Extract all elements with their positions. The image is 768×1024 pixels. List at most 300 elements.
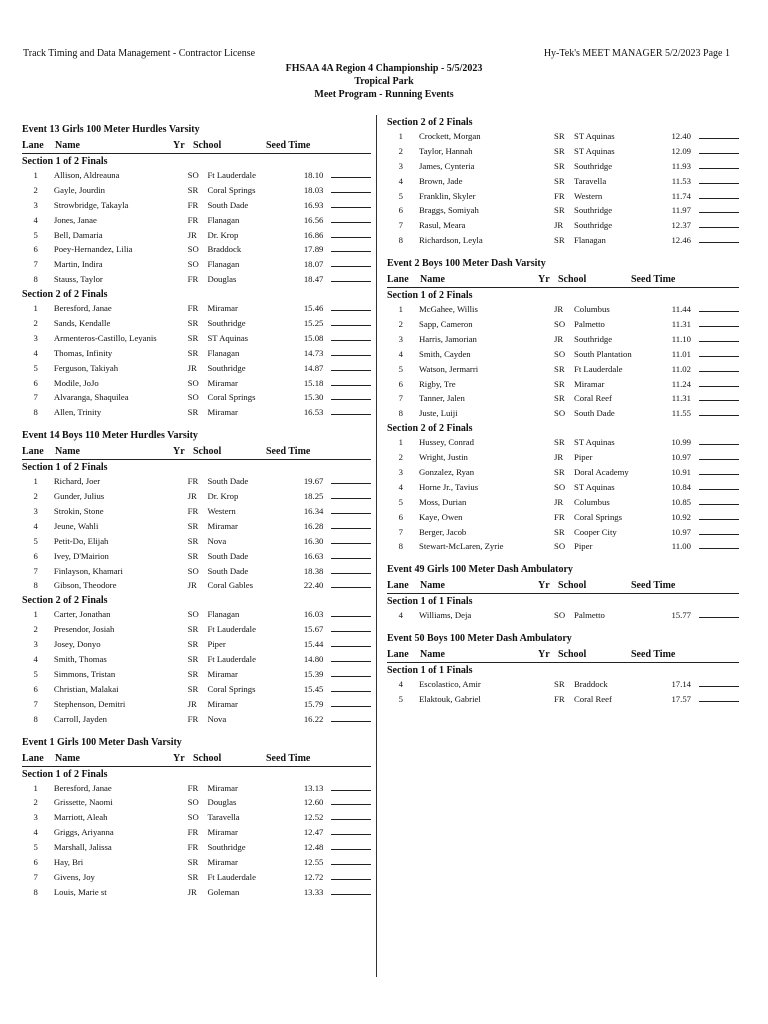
entry-name: Rasul, Meara: [419, 220, 466, 231]
entry-lane: 8: [33, 274, 38, 285]
entry-row: [387, 174, 739, 189]
result-blank-line: [331, 257, 371, 267]
entry-name: Carroll, Jayden: [53, 713, 107, 724]
entry-row: [387, 203, 739, 218]
entry-name: Brown, Jade: [419, 175, 463, 186]
entry-seed-time: 16.30: [303, 535, 324, 546]
entry-school: Dr. Krop: [207, 229, 239, 240]
column-header: [387, 270, 739, 288]
entry-year: SR: [187, 332, 199, 343]
entry-year: SO: [187, 244, 199, 255]
entry-seed-time: 15.08: [303, 332, 324, 343]
entry-row: [387, 317, 739, 332]
entry-year: FR: [187, 274, 199, 285]
entry-name: Allen, Trinity: [53, 407, 102, 418]
entry-name: Smith, Thomas: [53, 654, 107, 665]
entry-lane: 3: [33, 199, 38, 210]
result-blank-line: [331, 183, 371, 193]
entry-lane: 6: [33, 683, 38, 694]
entry-seed-time: 10.91: [671, 467, 691, 478]
result-blank-line: [699, 347, 739, 357]
event-title: Event 2 Boys 100 Meter Dash Varsity: [387, 258, 546, 270]
entry-year: SR: [187, 639, 199, 650]
result-blank-line: [699, 539, 739, 549]
header-left-text: Track Timing and Data Management - Contractor License: [23, 48, 256, 59]
entry-name: Braggs, Somiyah: [419, 205, 479, 216]
entry-lane: 8: [33, 407, 38, 418]
entry-year: FR: [187, 214, 199, 225]
entry-row: [22, 198, 371, 213]
entry-year: SR: [554, 145, 565, 156]
entry-row: [22, 810, 371, 825]
entry-school: Miramar: [574, 378, 605, 389]
entry-lane: 5: [33, 229, 38, 240]
entry-school: Southridge: [574, 160, 613, 171]
entry-school: Flanagan: [207, 214, 240, 225]
entry-year: FR: [187, 199, 199, 210]
entry-row: [22, 316, 371, 331]
entry-year: FR: [187, 506, 199, 517]
result-blank-line: [331, 474, 371, 484]
entry-year: SR: [554, 526, 565, 537]
entry-name: Crockett, Morgan: [419, 131, 481, 141]
entry-seed-time: 18.47: [303, 274, 324, 285]
entry-name: Richard, Joer: [53, 476, 101, 487]
entry-year: SO: [554, 408, 566, 419]
col-yr-header: Yr: [173, 752, 185, 764]
result-blank-line: [331, 519, 371, 529]
result-blank-line: [331, 213, 371, 223]
entry-name: McGahee, Willis: [419, 304, 478, 315]
entry-lane: 5: [33, 362, 38, 373]
result-blank-line: [331, 228, 371, 238]
entry-name: Elaktouk, Gabriel: [419, 694, 481, 705]
entry-lane: 4: [33, 347, 38, 358]
entry-school: South Dade: [574, 408, 615, 419]
entry-row: [22, 301, 371, 316]
entry-seed-time: 16.56: [303, 214, 324, 225]
entry-school: ST Aquinas: [574, 145, 615, 156]
event-block: [387, 116, 739, 248]
entry-row: [22, 405, 371, 420]
meet-subtitle: Meet Program - Running Events: [314, 89, 454, 100]
result-blank-line: [331, 870, 371, 880]
entry-name: Juste, Luiji: [419, 408, 458, 419]
entry-row: [387, 129, 739, 144]
entry-name: Hussey, Conrad: [419, 437, 474, 448]
column-header: [387, 645, 739, 663]
result-blank-line: [699, 233, 739, 243]
col-school-header: School: [193, 752, 222, 764]
entry-name: Berger, Jacob: [419, 526, 467, 537]
entry-name: Tanner, Jalen: [419, 393, 465, 404]
entry-seed-time: 15.46: [303, 303, 324, 314]
entry-school: Miramar: [207, 856, 238, 867]
entry-seed-time: 10.84: [671, 481, 691, 492]
col-lane-header: Lane: [22, 752, 44, 764]
entry-lane: 8: [33, 886, 38, 897]
entry-lane: 4: [398, 481, 403, 492]
entry-school: Flanagan: [574, 235, 606, 246]
entry-year: SR: [187, 624, 199, 635]
entry-year: JR: [187, 698, 197, 709]
entry-school: South Dade: [207, 199, 249, 210]
entry-name: Jeune, Wahli: [53, 520, 99, 531]
entry-seed-time: 12.37: [671, 220, 691, 231]
entry-lane: 8: [398, 408, 403, 419]
entry-seed-time: 11.31: [671, 319, 691, 330]
entry-lane: 6: [398, 205, 403, 216]
entry-lane: 2: [398, 319, 403, 330]
entry-year: SO: [187, 565, 199, 576]
col-lane-header: Lane: [387, 274, 409, 286]
entry-school: ST Aquinas: [207, 332, 249, 343]
entry-row: [387, 159, 739, 174]
column-header: [22, 442, 371, 460]
entry-name: Gonzalez, Ryan: [419, 467, 475, 478]
entry-seed-time: 18.38: [303, 565, 324, 576]
entry-school: Nova: [207, 535, 227, 546]
entry-year: JR: [187, 886, 197, 897]
entry-row: [387, 450, 739, 465]
entry-row: [387, 347, 739, 362]
entry-row: [387, 480, 739, 495]
entry-row: [22, 168, 371, 183]
entry-school: South Plantation: [574, 348, 632, 359]
entry-seed-time: 11.53: [671, 175, 691, 186]
entry-seed-time: 13.13: [303, 782, 324, 793]
entry-year: SR: [187, 550, 199, 561]
entry-lane: 1: [33, 609, 38, 620]
entry-seed-time: 11.74: [671, 190, 691, 201]
entry-year: SO: [554, 610, 566, 621]
entry-row: [387, 692, 739, 707]
entry-school: Flanagan: [207, 609, 240, 620]
entry-lane: 4: [33, 654, 38, 665]
result-blank-line: [331, 810, 371, 820]
entry-school: Taravella: [574, 175, 607, 186]
entry-school: Western: [574, 190, 603, 201]
entry-year: FR: [187, 303, 199, 314]
entry-seed-time: 15.18: [303, 377, 324, 388]
entry-name: Josey, Donyo: [53, 639, 101, 650]
result-blank-line: [331, 405, 371, 415]
entry-row: [22, 781, 371, 796]
entry-school: ST Aquinas: [574, 437, 615, 448]
entry-row: [387, 391, 739, 406]
result-blank-line: [331, 376, 371, 386]
result-blank-line: [331, 682, 371, 692]
col-yr-header: Yr: [173, 140, 185, 151]
entry-name: Ivey, D'Mairion: [53, 550, 109, 561]
entry-lane: 7: [33, 871, 38, 882]
entry-name: Grissette, Naomi: [53, 797, 113, 808]
entry-name: Jones, Janae: [53, 214, 97, 225]
entry-lane: 8: [398, 235, 403, 246]
entry-name: Alvaranga, Shaquilea: [53, 392, 129, 403]
entry-seed-time: 14.73: [303, 347, 324, 358]
entry-row: [22, 682, 371, 697]
entry-name: Gibson, Theodore: [53, 580, 117, 591]
entry-year: SO: [554, 319, 566, 330]
entry-school: Coral Springs: [574, 511, 623, 522]
entry-year: JR: [554, 304, 564, 315]
section-title: Section 2 of 2 Finals: [387, 117, 473, 128]
entry-year: SR: [554, 378, 565, 389]
entry-year: JR: [187, 362, 197, 373]
entry-name: Martin, Indira: [53, 259, 103, 270]
entry-name: Louis, Marie st: [53, 886, 107, 897]
entry-row: [22, 607, 371, 622]
entry-name: Harris, Jamorian: [419, 333, 477, 344]
entry-lane: 6: [33, 244, 38, 255]
entry-school: Miramar: [207, 520, 238, 531]
entry-seed-time: 19.67: [303, 476, 324, 487]
entry-year: SR: [554, 467, 565, 478]
result-blank-line: [331, 331, 371, 341]
entry-row: [22, 519, 371, 534]
entry-lane: 2: [33, 491, 38, 502]
result-blank-line: [699, 203, 739, 213]
result-blank-line: [699, 480, 739, 490]
entry-seed-time: 11.10: [671, 333, 691, 344]
entry-row: [387, 435, 739, 450]
entry-year: JR: [554, 496, 564, 507]
entry-seed-time: 18.10: [303, 170, 324, 180]
entry-row: [387, 525, 739, 540]
entry-school: Piper: [574, 452, 593, 463]
entry-name: Moss, Durian: [419, 496, 467, 507]
entry-seed-time: 12.09: [671, 145, 691, 156]
entry-name: Bell, Damaria: [53, 229, 103, 240]
entry-name: Presendor, Josiah: [53, 624, 115, 635]
entry-school: Southridge: [207, 842, 246, 853]
entry-name: Thomas, Infinity: [53, 347, 113, 358]
entry-year: FR: [187, 476, 199, 487]
entry-name: Givens, Joy: [53, 871, 95, 882]
entry-row: [22, 489, 371, 504]
event-title: Event 13 Girls 100 Meter Hurdles Varsity: [22, 124, 200, 135]
entry-row: [387, 510, 739, 525]
result-blank-line: [699, 525, 739, 535]
entry-seed-time: 18.03: [303, 184, 324, 195]
entry-lane: 4: [398, 348, 403, 359]
col-name-header: Name: [420, 580, 445, 592]
entry-row: [22, 885, 371, 900]
entry-year: SR: [554, 437, 565, 448]
entry-lane: 4: [33, 520, 38, 531]
entry-lane: 8: [398, 541, 403, 552]
entry-seed-time: 15.45: [303, 683, 324, 694]
result-blank-line: [331, 564, 371, 574]
entry-name: Stewart-McLaren, Zyrie: [419, 541, 504, 552]
entry-row: [22, 564, 371, 579]
entry-row: [22, 795, 371, 810]
entry-lane: 7: [398, 393, 403, 404]
entry-row: [387, 189, 739, 204]
event-block: [387, 257, 739, 554]
entry-school: Flanagan: [207, 259, 240, 270]
section-title: Section 2 of 2 Finals: [22, 595, 108, 607]
entry-row: [22, 272, 371, 287]
entry-school: Miramar: [207, 303, 238, 314]
entry-lane: 3: [398, 160, 403, 171]
entry-seed-time: 13.33: [303, 886, 324, 897]
event-block: [22, 736, 371, 900]
entry-school: Palmetto: [574, 610, 605, 621]
entry-row: [22, 331, 371, 346]
entry-year: JR: [554, 220, 564, 231]
col-name-header: Name: [55, 446, 80, 458]
col-name-header: Name: [420, 274, 445, 286]
result-blank-line: [331, 578, 371, 588]
result-blank-line: [699, 391, 739, 401]
entry-seed-time: 12.55: [303, 856, 324, 867]
entry-name: Marriott, Aleah: [53, 812, 108, 823]
entry-school: Braddock: [207, 244, 242, 255]
entry-school: Ft Lauderdale: [207, 624, 256, 635]
entry-row: [387, 539, 739, 554]
entry-lane: 6: [398, 378, 403, 389]
entry-name: Armenteros-Castillo, Leyanis: [53, 332, 157, 343]
entry-name: Williams, Deja: [419, 610, 472, 621]
entry-school: South Dade: [207, 565, 249, 576]
entry-seed-time: 16.86: [303, 229, 324, 240]
col-school-header: School: [558, 580, 587, 592]
entry-year: SR: [187, 654, 199, 665]
entry-year: SR: [187, 683, 199, 694]
entry-seed-time: 15.67: [303, 624, 324, 635]
entry-school: Coral Springs: [207, 392, 256, 403]
entry-seed-time: 15.25: [303, 318, 324, 329]
entry-school: Doral Academy: [574, 467, 629, 478]
entry-year: SO: [187, 609, 199, 620]
entry-lane: 6: [33, 377, 38, 388]
entry-row: [22, 504, 371, 519]
entry-row: [387, 377, 739, 392]
entry-seed-time: 15.77: [671, 610, 691, 621]
entry-seed-time: 16.22: [303, 713, 324, 724]
entry-name: Stephenson, Demitri: [53, 698, 126, 709]
entry-seed-time: 10.85: [671, 496, 691, 507]
entry-name: Petit-Do, Elijah: [53, 535, 109, 546]
result-blank-line: [699, 450, 739, 460]
entry-row: [387, 218, 739, 233]
entry-year: FR: [187, 827, 199, 838]
entry-lane: 2: [398, 145, 403, 156]
entry-name: Kaye, Owen: [419, 511, 463, 522]
entry-year: SR: [187, 871, 199, 882]
event-title: Event 14 Boys 110 Meter Hurdles Varsity: [22, 430, 198, 442]
entry-seed-time: 12.48: [303, 842, 324, 853]
entry-lane: 2: [33, 624, 38, 635]
entry-school: Southridge: [207, 318, 246, 329]
entry-name: Strowbridge, Takayla: [53, 199, 129, 210]
entry-lane: 5: [33, 842, 38, 853]
entry-year: JR: [554, 452, 564, 463]
entry-lane: 3: [33, 332, 38, 343]
entry-school: Palmetto: [574, 319, 605, 330]
col-name-header: Name: [55, 752, 80, 764]
col-yr-header: Yr: [538, 580, 550, 592]
entry-year: FR: [554, 694, 565, 705]
result-blank-line: [699, 495, 739, 505]
col-seed-header: Seed Time: [631, 274, 676, 286]
header-right-text: Hy-Tek's MEET MANAGER 5/2/2023 Page 1: [543, 48, 730, 59]
section-title: Section 1 of 1 Finals: [387, 596, 473, 608]
col-yr-header: Yr: [173, 446, 185, 458]
column-header: [387, 576, 739, 594]
entry-row: [22, 390, 371, 405]
entry-row: [22, 474, 371, 489]
entry-row: [22, 376, 371, 391]
entry-year: JR: [554, 333, 564, 344]
result-blank-line: [331, 390, 371, 400]
entry-school: Ft Lauderdale: [207, 654, 256, 665]
entry-row: [22, 667, 371, 682]
result-blank-line: [699, 510, 739, 520]
entry-lane: 3: [33, 506, 38, 517]
entry-school: Braddock: [574, 679, 608, 690]
entry-seed-time: 11.02: [671, 363, 691, 374]
entry-seed-time: 12.52: [303, 812, 324, 823]
entry-row: [387, 465, 739, 480]
result-blank-line: [331, 534, 371, 544]
entry-row: [387, 677, 739, 692]
result-blank-line: [331, 637, 371, 647]
entry-row: [22, 361, 371, 376]
entry-lane: 1: [33, 782, 38, 793]
entry-row: [22, 652, 371, 667]
column-header: [22, 749, 371, 767]
result-blank-line: [331, 652, 371, 662]
entry-row: [22, 855, 371, 870]
entry-seed-time: 17.57: [671, 694, 691, 705]
entry-year: SO: [187, 377, 199, 388]
section-title: Section 2 of 2 Finals: [387, 423, 473, 435]
entry-lane: 2: [33, 797, 38, 808]
entry-lane: 1: [398, 131, 403, 141]
entry-seed-time: 16.28: [303, 520, 324, 531]
entry-lane: 5: [398, 363, 403, 374]
entry-lane: 4: [398, 679, 403, 690]
entry-seed-time: 15.39: [303, 668, 324, 679]
result-blank-line: [699, 406, 739, 416]
entry-lane: 8: [33, 580, 38, 591]
entry-name: Horne Jr., Tavius: [419, 481, 479, 492]
result-blank-line: [699, 144, 739, 154]
entry-row: [22, 183, 371, 198]
result-blank-line: [699, 465, 739, 475]
entry-name: Taylor, Hannah: [419, 145, 473, 156]
entry-year: SR: [187, 535, 199, 546]
entry-school: Miramar: [207, 827, 238, 838]
entry-seed-time: 17.14: [671, 679, 691, 690]
result-blank-line: [331, 361, 371, 371]
entry-school: Miramar: [207, 698, 238, 709]
entry-seed-time: 11.00: [671, 541, 691, 552]
entry-lane: 6: [398, 511, 403, 522]
col-seed-header: Seed Time: [266, 140, 311, 151]
entry-school: Southridge: [574, 205, 613, 216]
entry-seed-time: 12.60: [303, 797, 324, 808]
entry-row: [22, 242, 371, 257]
entry-school: Piper: [574, 541, 593, 552]
col-name-header: Name: [55, 140, 80, 151]
entry-seed-time: 22.40: [303, 580, 324, 591]
right-column: [387, 115, 739, 707]
entry-year: SR: [554, 393, 565, 404]
